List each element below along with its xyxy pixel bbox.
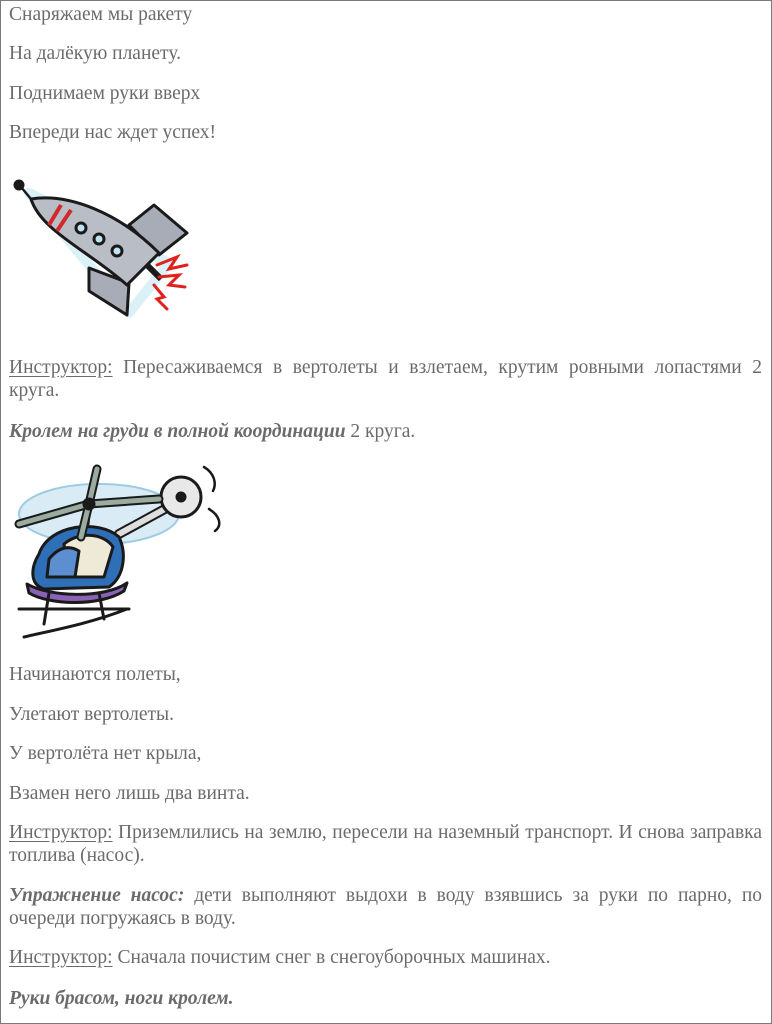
helicopter-illustration (9, 459, 229, 649)
instructor-label: Инструктор: (9, 947, 113, 968)
verse1-line-4: Впереди нас ждет успех! (9, 122, 217, 143)
exercise-detail: 2 круга. (350, 421, 416, 442)
verse1-line-1: Снаряжаем мы ракету (9, 4, 193, 25)
exercise-paragraph-3 (9, 987, 762, 1010)
exercise-paragraph-1 (9, 420, 762, 443)
verse2-line-4: Взамен него лишь два винта. (9, 783, 250, 804)
instructor-paragraph-3 (9, 946, 762, 969)
instructor-paragraph-2 (9, 821, 762, 867)
exercise-name: Руки брасом, ноги кролем. (9, 988, 234, 1009)
verse1-line-3: Поднимаем руки вверх (9, 83, 201, 104)
verse2-line-2: Улетают вертолеты. (9, 704, 174, 725)
exercise-name: Кролем на груди в полной координации (9, 421, 346, 442)
instructor-paragraph-1 (9, 356, 762, 402)
rocket-illustration (9, 173, 194, 323)
instructor-text: Пересаживаемся в вертолеты и взлетаем, крутим ровными лопастями 2 круга. (9, 357, 763, 401)
verse2-line-3: У вертолёта нет крыла, (9, 743, 202, 764)
exercise-detail: дети выполняют выдохи в воду взявшись за руки по парно, по очереди погружаясь в воду. (9, 885, 763, 929)
instructor-label: Инструктор: (9, 357, 113, 378)
exercise-paragraph-2 (9, 884, 762, 930)
instructor-label: Инструктор: (9, 822, 113, 843)
verse2-line-1: Начинаются полеты, (9, 664, 181, 685)
verse1-line-2: На далёкую планету. (9, 43, 181, 64)
instructor-text: Приземлились на землю, пересели на наземный транспорт. И снова заправка топлива (насос). (9, 822, 762, 866)
instructor-text: Сначала почистим снег в снегоуборочных машинах. (117, 947, 551, 968)
exercise-name: Упражнение насос: (9, 885, 185, 906)
